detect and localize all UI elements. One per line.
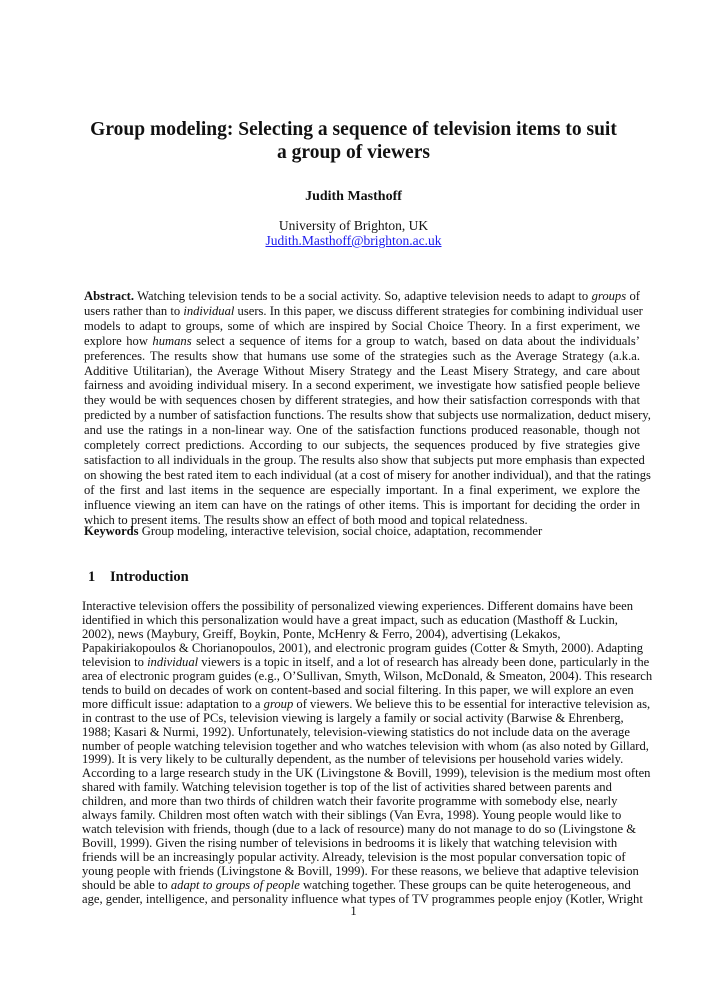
text-span: Papakiriakopoulos & Chorianopoulos, 2001), and electronic program guides (Cotter & Smyth, 2000). Adapting (82, 640, 644, 655)
text-line (82, 753, 642, 767)
text-line (84, 483, 640, 498)
text-line (82, 712, 642, 726)
text-span: watching together. These groups can be quite heterogeneous, and (299, 878, 631, 893)
text-span: more difficult issue: adaptation to a (82, 696, 264, 711)
paper-title (60, 118, 647, 164)
text-line (82, 628, 642, 642)
title-line: Group modeling: Selecting a sequence of television items to suit (90, 119, 617, 140)
text-line (84, 378, 640, 393)
text-line (84, 467, 651, 483)
text-span: fairness and avoiding individual misery. In a second experiment, we investigate how satisfied people believe (84, 378, 640, 393)
text-span: of viewers. We believe this to be essential for interactive television as, (293, 696, 651, 711)
text-line (84, 393, 640, 408)
text-span: completely correct predictions. According to our subjects, the sequences produced by five strategies give (84, 438, 640, 453)
text-span: 2002), news (Maybury, Greiff, Boykin, Ponte, McHenry & Ferro, 2004), advertising (Lekakos, (82, 626, 561, 641)
keywords-text: Group modeling, interactive television, social choice, adaptation, recommender (138, 524, 543, 538)
affiliation-block (0, 218, 707, 248)
text-span: identified in which this personalization would have a great impact, such as education (Masthoff & Luckin, (82, 612, 618, 627)
text-line (82, 738, 649, 754)
text-span: which to present items. The results show an effect of both mood and topical relatedness. (84, 512, 528, 527)
text-line (82, 766, 651, 781)
text-span: of (626, 289, 640, 303)
emphasis-text: individual (183, 303, 235, 318)
text-span: predicted by a number of satisfaction functions. The results show that subjects use normalization, deduct misery, (84, 408, 651, 423)
text-line (84, 334, 640, 349)
text-span: number of people watching television together and who watches television with whom (as also noted by Gillard, (82, 738, 649, 753)
text-line (82, 795, 642, 809)
text-line (82, 837, 642, 851)
text-span: should be able to (82, 878, 171, 893)
text-span: According to a large research study in the UK (Livingstone & Bovill, 1999), television is the medium most often (82, 766, 651, 781)
text-line (82, 823, 642, 837)
text-line (82, 879, 642, 893)
text-span: young people with friends (Livingstone & Bovill, 1999). For these reasons, we believe that adaptive television (82, 864, 639, 879)
text-line (84, 498, 640, 513)
keywords (84, 524, 542, 539)
affiliation: University of Brighton, UK (278, 218, 429, 233)
text-line (84, 423, 640, 438)
text-line (84, 289, 640, 304)
emphasis-text: group (263, 696, 294, 711)
text-line (82, 668, 653, 684)
text-span: television to (82, 654, 148, 669)
text-line (82, 726, 642, 740)
text-span: 1988; Kasari & Nurmi, 1992). Unfortunately, television-viewing statistics do not include data on the average (82, 724, 630, 739)
text-line (84, 364, 640, 379)
keywords-label: Keywords (84, 524, 139, 538)
text-span: Interactive television offers the possibility of personalized viewing experiences. Different domains have been (82, 599, 634, 613)
text-span: children, and more than two thirds of children watch their favorite programme with somebody else, nearly (82, 794, 618, 809)
text-span: shared with family. Watching television together is top of the list of activities shared between parents and (82, 780, 612, 795)
text-span: users. In this paper, we discuss different strategies for combining individual user (234, 303, 643, 318)
text-span: always family. Children most often watch with their siblings (Van Evra, 1998). Young people would like to (82, 808, 622, 823)
text-line (82, 865, 642, 879)
text-span: influence viewing an item can have on the ratings of other items. This is important for deciding the order in (84, 497, 640, 512)
text-span: area of electronic program guides (e.g., O’Sullivan, Smyth, Wilson, McDonald, & Smeaton, 2004). This research (82, 668, 653, 683)
text-span: they would be with sequences chosen by different strategies, and how their satisfaction corresponds with that (84, 393, 640, 408)
text-line (84, 452, 645, 468)
emphasis-text: humans (152, 333, 192, 348)
emphasis-text: groups (591, 289, 627, 303)
text-line (82, 809, 642, 823)
emphasis-text: adapt to groups of people (170, 878, 300, 893)
abstract (84, 289, 651, 528)
page-number: 1 (350, 904, 357, 918)
section-heading: Introduction (110, 569, 189, 585)
text-span: select a sequence of items for a group to watch, based on data about the individuals’ (191, 333, 640, 348)
text-span: preferences. The results show that humans use some of the strategies such as the Average Strategy (a.k.a. (84, 348, 640, 363)
text-span: age, gender, intelligence, and personality influence what types of TV programmes people enjoy (Kotler, Wright (82, 892, 643, 907)
text-line (82, 781, 642, 795)
text-line (84, 438, 640, 453)
text-span: viewers is a topic in itself, and a lot of research has already been done, particularly in the (198, 654, 650, 669)
introduction-body (82, 599, 653, 907)
text-line (82, 851, 642, 865)
text-span: users rather than to (84, 303, 184, 318)
text-span: watch television with friends, though (due to a lack of resource) many do not manage to do so (Livingstone & (82, 822, 636, 837)
text-line (84, 303, 643, 319)
section-number: 1 (88, 569, 96, 585)
text-line (84, 408, 651, 423)
text-line (82, 642, 642, 656)
text-span: Bovill, 1999). Given the rising number of televisions in bedrooms it is likely that watching television with (82, 836, 618, 851)
author-name: Judith Masthoff (305, 189, 402, 204)
title-line: a group of viewers (277, 142, 430, 163)
text-line (84, 349, 640, 364)
abstract-label: Abstract. (84, 289, 135, 303)
text-line (82, 654, 650, 670)
text-span: explore how (84, 333, 153, 348)
text-line (82, 696, 651, 712)
text-line (84, 319, 640, 334)
text-span: Watching television tends to be a social activity. So, adaptive television needs to adapt to (134, 289, 592, 303)
text-span: satisfaction to all individuals in the group. The results also show that subjects put more emphasis than expected (84, 452, 645, 467)
text-span: 1999). It is very likely to be culturally dependent, as the number of televisions per household varies widely. (82, 752, 624, 767)
text-span: Additive Utilitarian), the Average Without Misery Strategy and the Least Misery Strategy, and care about (84, 363, 640, 378)
text-span: models to adapt to groups, some of which are inspired by Social Choice Theory. In a first experiment, we (84, 318, 640, 333)
text-line (82, 600, 642, 614)
text-span: of the first and last items in the sequence are especially important. In a final experiment, we explore the (84, 482, 640, 497)
text-span: friends will be an increasingly popular activity. Already, television is the most popular conversation topic of (82, 850, 626, 865)
text-span: in contrast to the use of PCs, television viewing is largely a family or social activity (Barwise & Ehrenberg, (82, 710, 624, 725)
text-span: tends to build on decades of work on content-based and social filtering. In this paper, we will explore an even (82, 682, 634, 697)
emphasis-text: individual (147, 654, 199, 669)
text-line (82, 684, 642, 698)
text-line (82, 614, 642, 628)
text-span: and use the ratings in a non-linear way. One of the satisfaction functions produced reasonable, though not (84, 423, 640, 438)
text-span: on showing the best rated item to each individual (at a cost of misery for another individual), and that the ratings (84, 467, 651, 482)
email-link[interactable]: Judith.Masthoff@brighton.ac.uk (265, 233, 442, 248)
